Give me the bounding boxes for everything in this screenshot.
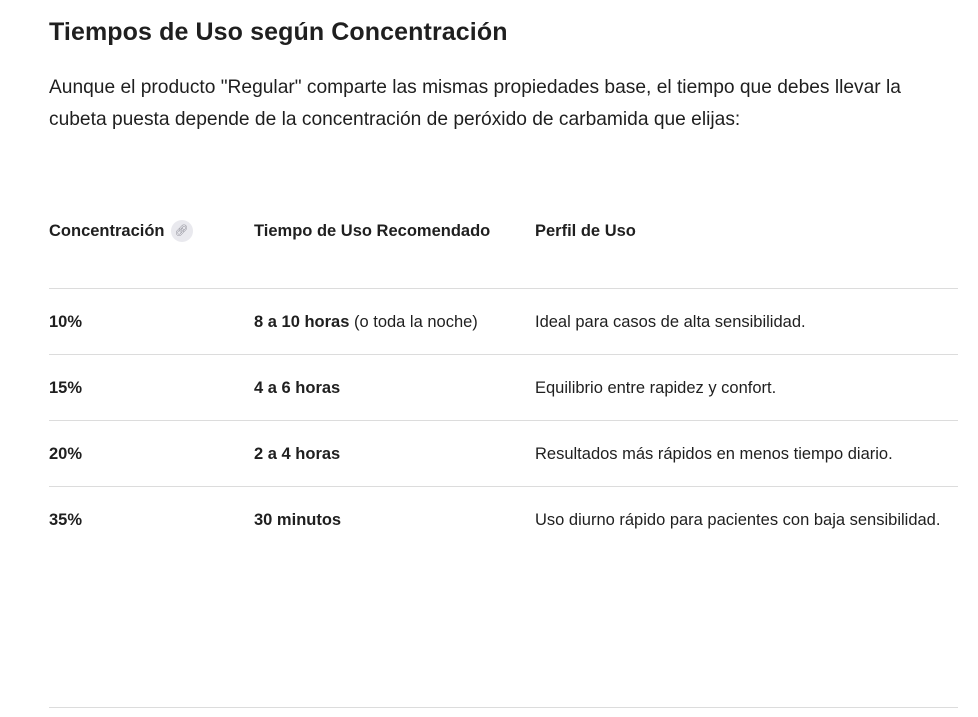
section-heading: Tiempos de Uso según Concentración <box>49 18 508 46</box>
intro-paragraph: Aunque el producto "Regular" comparte las mismas propiedades base, el tiempo que debes llevar la cubeta puesta depende de la concentración de peróxido de carbamida que elijas: <box>49 77 901 130</box>
table-row <box>49 421 958 487</box>
table-row <box>49 289 958 355</box>
cell-concentration: 15% <box>49 379 83 397</box>
cell-time-strong: 30 minutos <box>254 511 342 529</box>
cell-concentration: 20% <box>49 445 83 463</box>
cell-profile: Equilibrio entre rapidez y confort. <box>535 379 777 397</box>
table-header-row <box>49 206 958 289</box>
cell-time <box>254 289 535 355</box>
cell-time-strong: 8 a 10 horas <box>254 313 350 331</box>
cell-concentration: 35% <box>49 511 83 529</box>
cell-time <box>254 355 535 421</box>
cell-time-rest: (o toda la noche) <box>349 313 478 331</box>
bottom-divider <box>49 707 958 708</box>
header-time: Tiempo de Uso Recomendado <box>254 222 491 240</box>
cell-concentration: 10% <box>49 313 83 331</box>
cell-time <box>254 487 535 628</box>
cell-profile: Ideal para casos de alta sensibilidad. <box>535 313 806 331</box>
cell-time <box>254 421 535 487</box>
header-concentration <box>49 206 254 289</box>
header-concentration-label: Concentración <box>49 222 165 240</box>
cell-profile: Uso diurno rápido para pacientes con baja sensibilidad. <box>535 511 941 529</box>
cell-time-strong: 4 a 6 horas <box>254 379 341 397</box>
usage-time-table <box>49 206 958 627</box>
table-row <box>49 355 958 421</box>
cell-time-strong: 2 a 4 horas <box>254 445 341 463</box>
cell-profile: Resultados más rápidos en menos tiempo diario. <box>535 445 893 463</box>
header-profile: Perfil de Uso <box>535 222 636 240</box>
table-row <box>49 487 958 628</box>
link-icon[interactable]: 🔗︎ <box>171 220 193 242</box>
